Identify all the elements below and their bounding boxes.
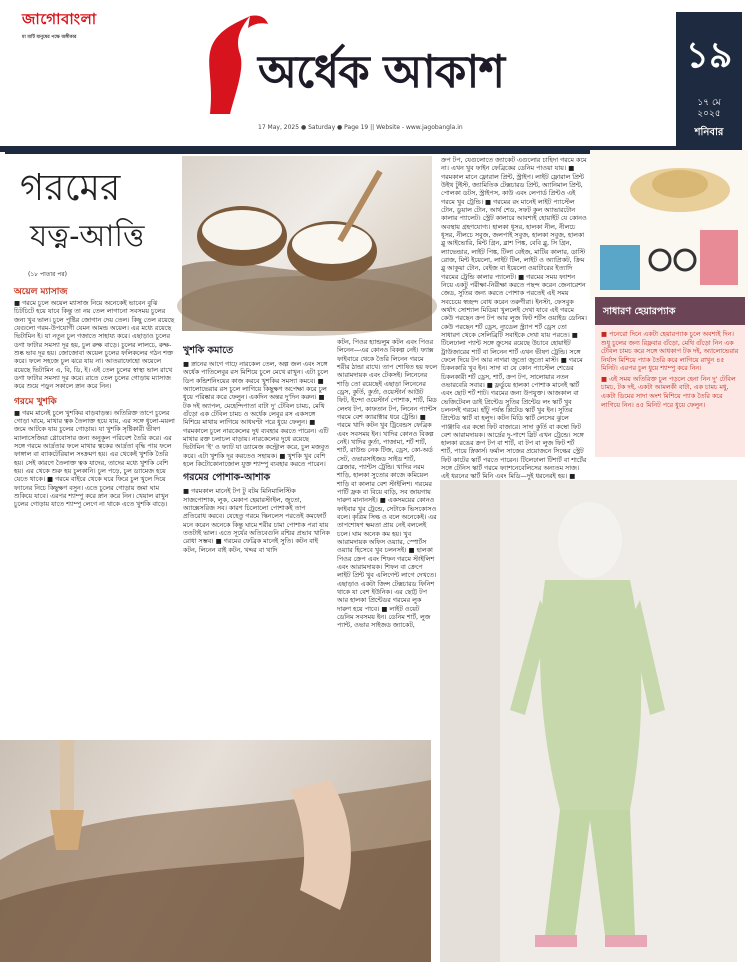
column-2 <box>183 342 330 738</box>
page-number-box <box>676 12 742 152</box>
hair-pack-text-1: ■ পনেরো দিনে একটা হেয়ারপ্যাক চুলে অবশ্যই দিন। শুধু চুলের জন্য রিফ্লবার গুঁড়ো, মেথি গুঁড়ো নিন এক টেবিল চামচ করে সঙ্গে আধকাপ টক দই, অ্যালোভেরার নির্যাস মিশিয়ে প্যাক তৈরি করে লাগিয়ে রাখুন ৪৫ মিনিট। এরপর চুল ধুয়ে শ্যাম্পু করে নিন। <box>601 330 739 373</box>
photo-woman-summer-outfit <box>440 480 737 962</box>
column-4-text: ক্রপ টপ, যেগুলোতে জ্যাকেট এগুলোর চাহিদা গরমে কমে না। এখন খুব ফাইন ফেব্রিকের ডেনিম পাওয়া যায়। ■ গরমকাল মানে ফ্লোরাল প্রিন্ট, স্ট্রাইপ। লাইট ফ্লোরাল প্রিন্ট উইথ টুইস্ট, জ্যামিতিক টেক্সচারড প্রিন্ট, অ্যানিমাল প্রিন্ট, পোলকা ডটস, স্ট্রাইপস, কাউ এবং লেপার্ড প্রিন্টও এই গরমে খুব ট্রেন্ডি। ■ গরমের রং মানেই লাইট প্যাস্টেল টোন, ডুয়াল টোন, আর্থ শেড, সফট কুল অ্যাভারটোন কালার প্যালেট। স্ট্রেট কালারে আবশ্যই হোয়াইট যে কোনও অবস্থায় গ্রহণযোগ্য। হালকা ধূসর, হালকা নীল, নীলচে ধূসর, নীলচে সবুজ, জলপাই সবুজ, হালকা সবুজ, হালকা ব্লু আইভোরি, মিন্ট গ্রিন, ব্লাশ পিঙ্ক, বেবি ব্লু, সি গ্রিন, ল্যাভেন্ডার, লাইট পিঙ্ক, টিলা বেইজ, মাটির কালার, ডাস্টি রোজ, মিন্ট ইয়েলো, লাইট টিল, লাইট ও অ্যাপ্রিকট, ক্রিম ব্লু আকুয়া টোন, বেইজ বা ইয়েলো ওয়াটারের ইত্যাদি গরমের ট্রেন্ডি কালার প্যালেট। ■ গরমের সময় ফ্যাশন নিয়ে একটু পরীক্ষা-নিরীক্ষা করতে পছন্দ করেন জেনারেশন জেড, সুতির জন্য করতে পোশাক পরতেই এই সময় সবচেয়ে স্বচ্ছন্দ বোধ করেন তরুণীরা। ইনস্টা, ফেসবুক অর্থাৎ সোশ্যাল মিডিয়া খুললেই দেখা যাবে এই গরমে কেউ পরছেন ক্রপ টপ আর লুজ ফিট শর্টস ওয়াইড ডেনিম। কেউ পরছেন শর্ট ড্রেস, ন্যুডেল স্ট্র্যাপ শর্ট ড্রেস তো সাধারণ থেকে সেলিব্রিটি সবাইকে দেখা যায় পরতে। ■ টিলেঢালা প্যান্ট সঙ্গে ক্রুসের রয়েছে উচাবে হোয়াইট ট্রাউজারের শার্ট বা লিনেন শার্ট এখন ভীষণ ট্রেন্ডি। সঙ্গে ফেলে দিয়ে টপ আর নাগরা জুতো জুতো মাস্ট। ■ গরমে চিকনকারি খুব ইন। সাদা বা যে কোন প্যাস্টেল শেডের চিকনকারী শর্ট ড্রেস, শার্ট, ক্রপ টপ, সালোয়ার নতন ওভারবেরি সবার। ■ ফ্লর্ডুয়ে হালকা পোশাক মানেই স্কার্ট এবং ছোট শর্ট শাট। গরমের জন্য উপযুক্ত। আজকাল বা ভেজিটেবল ডাই প্রিন্টেড সুতির প্রিন্টেড লং স্কার্ট খুব চলনসই গরমে। হাঁটু পর্যন্ত প্লিটেড স্কার্ট খুব ইন। সুতির প্রিন্টেড স্কার্ট বা হলুদ। কটন মিডি স্কার্ট লেসের ঝুলে পাঞ্জাবি এর কম্বো ফিট বাজারে। সাদা কুর্তি বা কম্বো ফিট বেশ আরামদায়ক। আর্দ্রের দু-পাশে স্লিট এখন ট্রেন্ডে। সঙ্গে হালকা রঙের ক্রপ টপ বা শার্ট, বা টপ বা লুজ ফিট শর্ট শার্ট, পায়ে স্নিকার্স। ফর্মাল সাজের প্রয়োজনে সিল্কের স্ট্রেট ফিট কাটের স্কার্ট পরতে পারেন। টিলেঢালা টিশার্ট বা শার্টের সঙ্গে টেনিস স্কার্ট গরমে ফ্যাশনেবেলিসের অন্যতম সাজ। এই ধরনের স্কার্ট মিনি এবং মিডি—দুই ধরনেরই হয়। ■ <box>441 156 587 481</box>
brand-name: জাগোবাংলা <box>22 10 97 28</box>
column-3-text: কটন, পিওর হ্যান্ডলুম কটন এবং পিওর লিনেন—এর কোনও বিকল্প নেই। ফ্যাক্স ফাইবারে থেকে তৈরি লিনেন গরমে শরীর ঠান্ডা রাখে। তাপ শোষিত হয় ফলে আরামদায়ক এবং টেকসই। লিনেনের শাড়ি তো রয়েছেই এছাড়া লিনেনের ড্রেস, কুর্তি, কুর্তা, ওয়েস্টার্ন আউট ফিট, ইন্দো ওয়েস্টার্ন পোশাক, শার্ট, মিড লেংথ টপ, কাফতান টপ, লিনেন প্যান্টস গরমে বেশ ক্যারাক্টার ধরে ট্রেন্ডি। ■ গরমে খাদি কটন খুব ট্রিবেন্ডস ফেব্রিক এবং সবসময় ইন। খাদির কোনও বিকল্প নেই। খাদির কুর্তা, পাজামা, শর্ট শার্ট, শার্ট, রাউন্ড নেক টিজ, ড্রেস, কো-অর্ড সেট, ওভারসাইজড সাইড শার্ট, ব্লেজার, প্যান্টস ট্রেন্ডি। খাদির নরম শাড়ি, হালকা সুতোর কাজে কমিয়েল শাড়ি বা কালার বেশ স্টাইলিশ। গরমের পার্টি ফ্রক বা বিয়ে বাড়ি, সব জায়গায় দারুণ মানানসই। ■ একসময়ের কোনও ফাইবার খুব ট্রেন্ডে, সেটাকে ভিসকোসও বলে। কৃত্রিম সিল্ক ও বলে অনেকেই। এর তাপশোষণ ক্ষমতা প্রায় নেই বললেই চলে। ঘাম অনেক কম হয়। খুব আরামদায়ক অফিস ওয়্যার, স্পোর্টস ওয়্যার হিসেবে খুব চলনসই। ■ হালকা পিওর ক্রেপ এবং শিফন গরমে স্টাইলিশ এবং আরামদায়ক। শিফন বা ক্রেপে লাইট প্রিন্ট খুব এলিগেন্ট লাগে দেখতে। এছাড়াও একটা জিন্স টেক্সচারড ফিনিশ থাকে যা বেশ ইউনিক। এর ছোট্ট টপ আর হালকা প্রিন্টেডর গরমের লুক দারুণ হয়ে পাবে। ■ লাইট ওয়েট ডেনিম সবসময় ইন। ডেনিম শার্ট, লুজ প্যান্ট, ওভার সাইজড জ্যাকেট, <box>337 338 437 630</box>
headline-line1: গরমের <box>20 166 121 209</box>
reduce-dandruff-text: ■ স্নানের আগে গাঢ়ে নারকেল তেল, অল্প জল এবং সঙ্গে অর্ধেক পাতিলেবুর রস মিশিয়ে চুলে মেখে রাখুন। এটা চুলে ডিপ কন্ডিশনিংয়ের কাজ করবে খুশকির সমস্যা কমবে। ■ অ্যালোভেরার রস চুলে লাগিয়ে কিছুক্ষণ অপেক্ষা করে চুল ধুয়ে পরিষ্কার করে ফেলুন। একদিন অন্তর দু'দিন করুন। ■ টক দই অ্যাপল, মেহেন্দিপাতা বাটা দু' টেবিল চামচ, মেথি গুঁড়ো এক টেবিল চামচ ও অর্ধেক লেবুর রস একসঙ্গে মিশিয়ে মাথায় লাগিয়ে আধঘণ্টা পরে ধুয়ে ফেলুন। ■ গরমকালে চুলে নারকেলের দুধ ব্যবহার করতে পারেন। এটি মাথার রক্ত চলাচল বাড়ায়। নারকেলের দুধে রয়েছে ভিটামিন 'ই' ও ফ্যাট যা ড্যামেজ কন্ট্রোল করে, চুল মজবুত করে। এটা খুশকি দূর করতেও সহায়ক। ■ খুশকি খুব বেশি হলে কিটোকোনাজোল যুক্ত শ্যাম্পু ব্যবহার করতে পারেন। <box>183 360 330 468</box>
brand-logo <box>22 8 134 41</box>
oil-massage-text: ■ গরমে চুলে অয়েল ম্যাসাজ নিয়ে অনেকেই ভাবেন বুঝি চিটচিটে হয়ে যাবে কিন্তু তা নয় তেল লাগানো সবসময় চুলের জন্য খুব ভাল। চুলে পুষ্টির জোগান দেয় তেল। কিছু তেল রয়েছে যেগুলো গরম-উপযোগী যেমন আমন্ড অয়েল। এর মধ্যে রয়েছে ভিটামিন ই। যা নতুন চুল গজাতে সাহায্য করে। এছাড়াও চুলের ডগা ফাটার সমস্যা দূর হয়, চুল রুক্ষ বাড়ে। চুলের লালচে, রুক্ষ-শুষ্ক ভাব দূর হয়। জোজোবা অয়েল চুলের ফলিকলের গঠন শক্ত করে। ফলে সহজে চুল ঝরে যায় না। আতরাফোহো অয়েলে রয়েছে ভিটামিন এ, বি, ডি, ই। এই তেল চুলের স্বাস্থ্য ভাল রাখে ডগা ফাটার সমস্যা দূর করে। রাতে তেল চুলের গোড়ায় ম্যাসাজ করে শুয়ে পড়ুন সকালে স্নান করে নিন। <box>14 299 175 391</box>
hair-pack-title: সাধারণ হেয়ারপ্যাক <box>595 297 745 325</box>
brand-tagline: মা মাটি মানুষের পক্ষে অঙ্গীকার <box>22 35 77 40</box>
summer-clothing-text: ■ গরমকাল মানেই টপ টু বটম মিনিমালিস্টিক সাজপোশাক, লুক, মেকাপ হেয়ারস্টাইল, জুতো, অ্যাক্সেসরিজ সব। কারণ চিলোলো পোশাকই তাপ প্রতিরোধ করবে। যেহেতু গরমে স্কিনলেস পরতেই কমফোর্ট মনে করেন অনেকে কিন্তু ঘামে শরীর চামা পোশাক পরা যায় ততটাই ভাল। এতে সূর্যের অতিবেগুনি রশ্মির প্রভাব খানিক রোধা সম্ভব। ■ গরমের ফেব্রিক মানেই সুতি। কটন বাই কটন, লিনেন বাই কটন, খদ্দর বা খাদি <box>183 487 330 554</box>
subhead-summer-clothing: গরমের পোশাক-আশাক <box>183 472 271 484</box>
issue-date: ১৭ মে <box>697 98 721 108</box>
issue-year: ২০২৫ <box>697 109 721 120</box>
masthead-title: অর্ধেক আকাশ <box>258 45 505 98</box>
continued-note: (১৮ পাতার পর) <box>28 271 68 278</box>
column-3 <box>337 338 437 738</box>
subhead-oil-massage: অয়েল ম্যাসাজ <box>14 287 68 297</box>
photo-hair-serum <box>0 740 431 962</box>
photo-summer-accessories <box>590 150 748 300</box>
column-1 <box>14 284 177 738</box>
issue-day: শনিবার <box>694 126 724 138</box>
photo-coconut-oil <box>182 156 432 331</box>
subhead-dandruff: গরমে খুশকি <box>14 396 57 407</box>
column-4 <box>441 156 587 480</box>
hair-pack-box <box>595 297 745 457</box>
hair-pack-text-2: ■ এই সময় অতিরিক্ত চুল পড়লে হেনা নিন দু' টেবিল চামচ, টক দই, একটা আমলকী বাটা, এক চামচ মধু, একটা ডিমের সাদা অংশ মিশিয়ে প্যাক তৈরি করে লাগিয়ে নিন। ৪৫ মিনিট পরে ধুয়ে ফেলুন। <box>601 374 736 409</box>
dateline: 17 May, 2025 ● Saturday ● Page 19 || Website - www.jagobangla.in <box>258 124 463 131</box>
headline-line2: যত্ন-আত্তি <box>30 219 145 254</box>
subhead-reduce-dandruff: খুশকি কমাতে <box>183 345 234 356</box>
page-number: ১৯ <box>685 34 733 76</box>
dandruff-text: ■ গরম মানেই চুলে খুশকির বাড়বাড়ন্ত। অতিরিক্ত তাপে চুলের গোড়া ঘামে, মাথার ত্বক তৈলাক্ত হয়ে যায়, এর সঙ্গে ধুলো-ময়লা জমে আটকে যায় চুলের গোড়ায়। যা খুশকি সৃষ্টিকারী ভীষণ ম্যালাসেজিয়া গ্লোবোসার জন্য অনুকূল পরিবেশ তৈরি করে। এর সঙ্গে গরমে আর্দ্রতার ফলে মাথার ত্বকের আর্দ্রতা বৃদ্ধি পায় ফলে ফাঙ্গাল বা ব্যাকটেরিয়াল সংক্রমণ হয়। এর থেকেই খুশকি তৈরি হয়। সেই কারণে তৈলাক্ত ত্বক যাদের, তাদের মধ্যে খুশকি বেশি হয়। এর থেকে শুরু হয় চুলকানি। চুল পড়ে, চুল ড্যামেজ হয়ে যেতে থাকে। ■ গরমে বাইরে থেকে ঘরে ফিরে চুল খুলে দিয়ে ফ্যানের নিচে কিছুক্ষণ বসুন। এতে চুলের গোড়ায় জমা ঘাম শুকিয়ে যাবে। এরপর শ্যাম্পু করে স্নান করে নিন। খেয়াল রাখুন চুলের গোড়ায় যাতে শ্যাম্পু লেগে না থাকে এতে খুশকি বাড়ে। <box>14 408 175 509</box>
